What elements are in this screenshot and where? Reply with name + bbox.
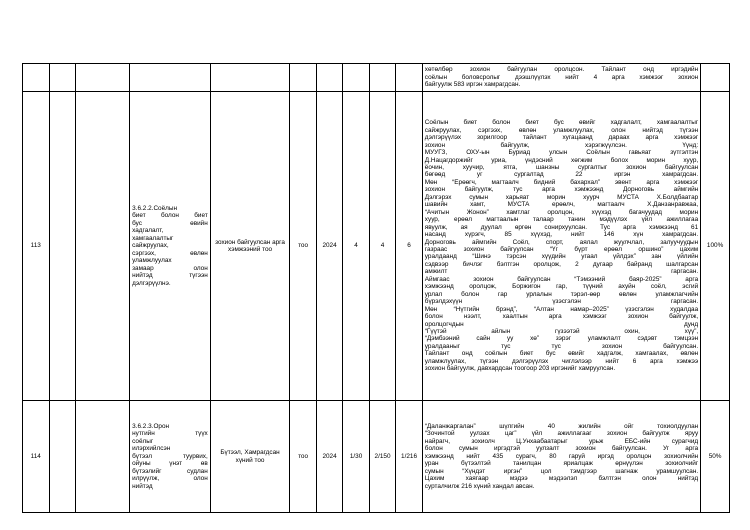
plan-cell: 1/30 — [343, 401, 370, 513]
indicator-line: илэрхийлсэн — [132, 445, 171, 453]
blank-cell-2 — [76, 401, 130, 513]
report-line: газраас зохион байгуулсан “Үг бүрт ерөөл оршино” цахим — [424, 246, 699, 253]
report-line: бөгөөд уг сургалтад 22 иргэн хамрагдсан. — [424, 171, 699, 179]
measure-cell: Бүтээл, Хамрагдсан хүний тоо — [210, 401, 290, 513]
report-line: зохион байгуулж, тус арга хэмжээнд Дорноговь аймгийн — [424, 186, 699, 194]
table-row — [23, 64, 730, 92]
report-line: Цахим хаягаар мэдээ мэдээлэл бэлтгэн олон нийтэд — [424, 475, 699, 483]
report-line: хуур, ерөөл магтаалын талаар танин мэдүүлэх үйл ажиллагаа — [424, 216, 699, 224]
blank-cell-1 — [49, 64, 76, 92]
measure-cell — [210, 64, 290, 92]
report-table — [22, 63, 730, 513]
indicator-line: нутгийн түүх — [132, 430, 208, 438]
report-line: “Ачитын Жонон” хамтлаг оролцон, хүүхэд багачуудад морин — [424, 208, 699, 216]
table-row — [23, 92, 730, 401]
indicator-line: замаар олон — [132, 264, 208, 272]
report-line: сэдвээр бичлэг бэлтгэн оролцож, 2 дугаар байранд шалгарсан — [424, 260, 699, 268]
report-line: хэмжээнд нийт 435 сурагч, 80 гаруй иргэд оролцон зохиолчийн — [424, 452, 699, 460]
actual-cell: 2/150 — [369, 401, 396, 513]
indicator-line: илрүүлж, олон — [132, 475, 208, 483]
report-line: ёочин, хуучир, ятга, шанзны сургалтыг зохион байгуулсан — [424, 164, 699, 172]
indicator-line: нийтэд түгээн — [132, 272, 208, 280]
row-number-cell — [23, 64, 50, 92]
unit-cell: тоо — [290, 401, 317, 513]
report-line: “Дэмбээний сайн уу хө” зэрэг уламжлалт сэдэвт тэмцээн — [424, 335, 699, 343]
report-line: найрагч, зохиолч Ц.Унхаабаатарыг урьж ЕБС-ийн сурагчид — [424, 437, 699, 445]
row-number-cell: 113 — [23, 92, 50, 401]
year-cell: 2024 — [316, 401, 343, 513]
indicator-line: сайжруулах, — [132, 242, 169, 250]
report-line: Дэлгэрэх сумын харьяат морин хуурч МУСТА Х.Болдбаатар — [424, 193, 699, 201]
plan-cell — [343, 64, 370, 92]
report-line: амжилт гаргасан. — [424, 268, 699, 276]
report-line: уралдааныг тус тус зохион байгуулсан. — [424, 342, 699, 350]
indicator-line: бус өвийн — [132, 219, 208, 227]
actual-cell: 4 — [369, 92, 396, 401]
report-line: Аймгаас зохион байгуулсан “Тэмээний баяр-2025” арга — [424, 275, 699, 283]
blank-cell-2 — [76, 64, 130, 92]
year-cell: 2024 — [316, 92, 343, 401]
report-line: сайжруулах, сэргээх, өвлөн уламжлуулах, олон нийтэд түгээн — [424, 126, 699, 134]
report-line: Мөн “Ерөөгч, магтаалч бидний бахархал” эвент арга хэмжээг — [424, 178, 699, 186]
report-cell — [422, 92, 700, 401]
report-line: Дорноговь аймгийн Соёл, спорт, аялал жуулчлал, залуучуудын — [424, 238, 699, 246]
report-line: дэлгэрүүлэх зорилгоор тайлант хугацаанд дараах арга хэмжээг — [424, 134, 699, 142]
report-line: зохион байгуулж, хэрэгжүүлсэн. Үүнд: — [424, 141, 699, 149]
indicator-line: бүтээлийг судлан — [132, 467, 208, 475]
report-line: Соёлын биет болон биет бус өвийг хадгалалт, хамгаалалтыг — [424, 119, 699, 127]
report-cell — [422, 401, 700, 513]
indicator-line: нийтэд — [132, 482, 153, 490]
indicator-line: соёлыг — [132, 437, 154, 445]
indicator-cell — [130, 64, 211, 92]
blank-cell-1 — [49, 92, 76, 401]
report-line: сурталчилж 216 хүний хандал авсан. — [424, 482, 535, 490]
blank-cell-1 — [49, 401, 76, 513]
indicator-line: ойуны үнэт өв — [132, 460, 208, 468]
measure-cell: зохион байгуулсан арга хэмжээний тоо — [210, 92, 290, 401]
percent-cell — [701, 64, 730, 92]
percent-cell: 50% — [701, 401, 730, 513]
plan-cell: 4 — [343, 92, 370, 401]
report-line: “Зочинтой уулзах цаг” үйл ажиллагааг зохион байгуулж яруу — [424, 430, 699, 438]
report-line: сумын “Хүндэт иргэн” цол тэмдгээр шагнаж урамшуулсан. — [424, 467, 699, 475]
indicator-line: сэргээх, өвлөн — [132, 249, 208, 257]
indicator-cell — [130, 92, 211, 401]
report-line: Тайлант онд соёлын биет бус өвийг хадгалж, хамгаалах, өвлөн — [424, 350, 699, 358]
indicator-line: биет болон биет — [132, 212, 208, 220]
indicator-cell — [130, 401, 211, 513]
report-line: болон нээлт, хаалтын арга хэмжээг зохион байгуулж, — [424, 313, 699, 321]
report-line: “Даланжаргалан” шүлгийн 40 жилийн ойг тохиолдуулан — [424, 422, 699, 430]
report-line: бүрэлдэхүүн үзэсгэлэн гаргасан. — [424, 298, 699, 306]
report-line: Мөн “Нүтгийн брэнд”, “Алтан намар–2025” үзэсгэлэн худалдаа — [424, 305, 699, 313]
report-line: уралдаанд “Шинэ тэрсэн хүүдийн угаал үйлдэх” зан үйлийн — [424, 253, 699, 261]
count-cell: 6 — [396, 92, 423, 401]
report-line: “Гүүтэй айлын гүзээтэй охин, хүү”, — [424, 327, 699, 335]
indicator-line: уламжлуулах — [132, 257, 172, 265]
report-line: Д.Нацагдоржийг уриа, үндэсний хөгжим болох морин хуур, — [424, 156, 699, 164]
report-line: МУУГЗ, ОХУ-ын Буриад улсын Соёлын гавьяат зүтгэлтэн — [424, 149, 699, 157]
year-cell — [316, 64, 343, 92]
table-row — [23, 401, 730, 513]
indicator-line: бүтээл туурвих, — [132, 452, 208, 460]
report-line: зохион байгуулж, давхардсан тоогоор 203 иргэнийг хамруулсан. — [424, 365, 616, 373]
report-line: хэмжээнд оролцож, Боржигон гар, түүний ахуйн соёл, эсгий — [424, 283, 699, 291]
indicator-line: хадгалалт, — [132, 227, 164, 235]
report-line: явуулж, ая дуулал өргөн сонирхуулсан. Тус арга хэмжээнд 61 — [424, 223, 699, 231]
blank-cell-2 — [76, 92, 130, 401]
percent-cell: 100% — [701, 92, 730, 401]
indicator-line: 3.6.2.2.Соёлын — [132, 205, 178, 212]
report-line: оролцогчдын дунд — [424, 320, 699, 328]
count-cell: 1/216 — [396, 401, 423, 513]
unit-cell — [290, 64, 317, 92]
report-line: байгуулж 583 иргэн хамрагдсан. — [424, 81, 521, 89]
row-number-cell: 114 — [23, 401, 50, 513]
report-line: насанд хүрэгч, 85 хүүхэд, нийт 146 хүн хамрагдсан. — [424, 231, 699, 239]
report-line: болон сумын иргэдтэй уулзалт зохион байгуулсан. Уг арга — [424, 445, 699, 453]
report-line: хөтөлбөр зохион байгуулан оролцсон. Тайлант онд иргэдийн — [424, 66, 699, 74]
indicator-line: хамгаалалтыг — [132, 234, 174, 242]
indicator-line: 3.6.2.3.Орон — [132, 422, 170, 430]
count-cell — [396, 64, 423, 92]
unit-cell: тоо — [290, 92, 317, 401]
report-line: уламжлуулах, түгээн дэлгэрүүлэх чиглэлээр нийт 6 арга хэмжээ — [424, 357, 699, 365]
report-cell — [422, 64, 700, 92]
report-line: уран бүтээлтэй танилцан яриалцаж өрнүүлэн зохиолчийг — [424, 460, 699, 468]
actual-cell — [369, 64, 396, 92]
report-line: урлал болон гар урлалын тэрэл-өөр өвлөн уламжлагчийн — [424, 290, 699, 298]
report-line: шавийн хамт, МУСТА ерөөлч, магтаалч Х.Данзанравжаа, — [424, 201, 699, 209]
indicator-line: дэлгэрүүлнэ. — [132, 279, 171, 287]
report-line: соёлын боловсролыг дээшлүүлэх нийт 4 арга хэмжээг зохион — [424, 73, 699, 81]
